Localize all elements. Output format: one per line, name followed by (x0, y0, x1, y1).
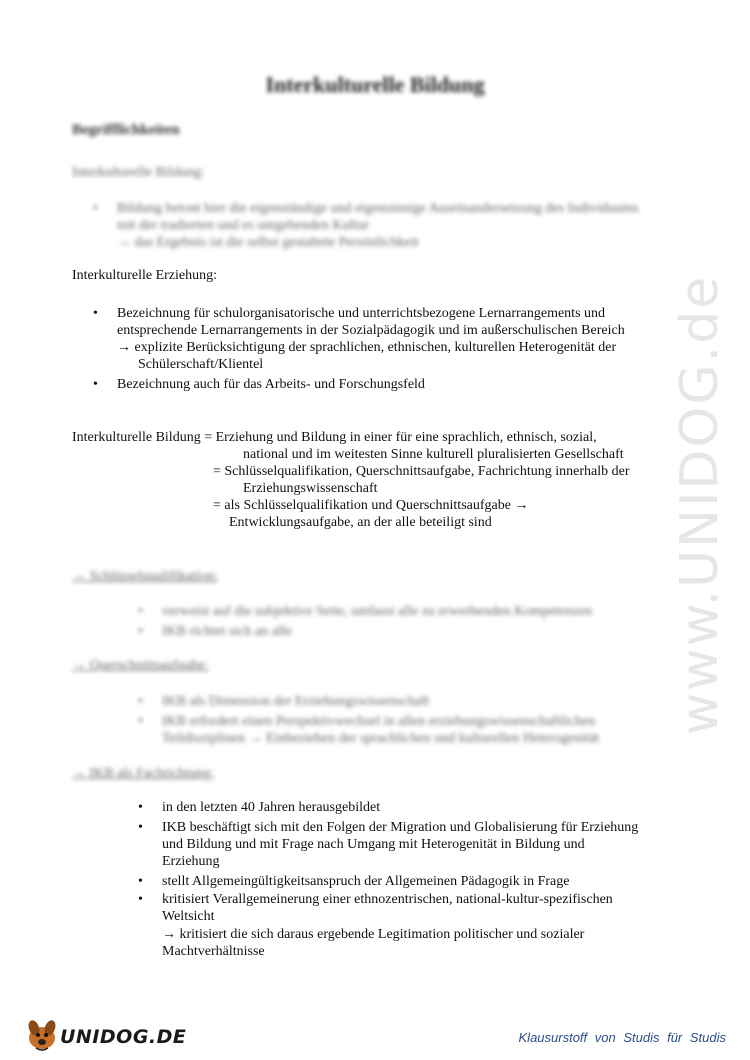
bildung-line: → das Ergebnis ist die selbst gestaltete Persönlichkeit (117, 235, 419, 250)
definition-line: Erziehungswissenschaft (243, 481, 378, 496)
list-item: Teildisziplinen → Einbeziehen der sprachlichen und kulturellen Heterogenität (162, 731, 600, 746)
section-heading: Begrifflichkeiten (72, 122, 180, 138)
erziehung-bullet-1: • Bezeichnung für schulorganisatorische und unterrichtsbezogene Lernarrangements und (117, 305, 605, 322)
dog-icon (22, 1014, 62, 1054)
erziehung-bullet-1-cont: entsprechende Lernarrangements in der Sozialpädagogik und im außerschulischen Bereich (117, 323, 625, 338)
fachrichtung-bullet-2: • IKB beschäftigt sich mit den Folgen der Migration und Globalisierung für Erziehung (162, 819, 638, 836)
fachrichtung-bullet-3: • stellt Allgemeingültigkeitsanspruch der Allgemeinen Pädagogik in Frage (162, 873, 569, 890)
definition-line: = Schlüsselqualifikation, Querschnittsaufgabe, Fachrichtung innerhalb der (213, 464, 630, 479)
footer-tagline: Klausurstoff von Studis für Studis (518, 1030, 726, 1045)
fachrichtung-bullet-4: • kritisiert Verallgemeinerung einer ethnozentrischen, national-kultur-spezifischen (162, 891, 613, 908)
definition-line: national und im weitesten Sinne kulturell pluralisierten Gesellschaft (243, 447, 624, 462)
section-fachrichtung: → IKB als Fachrichtung: (72, 766, 214, 781)
definition-line: Interkulturelle Bildung = Erziehung und Bildung in einer für eine sprachlich, ethnisch, sozial, (72, 430, 597, 445)
section-querschnittsaufgabe: → Querschnittsaufgabe: (72, 658, 209, 673)
list-item: • IKB als Dimension der Erziehungswissenschaft (162, 693, 430, 710)
section-schluesselqualifikation: → Schlüsselqualifikation: (72, 569, 218, 584)
fachrichtung-bullet-1: • in den letzten 40 Jahren herausgebildet (162, 799, 380, 816)
list-item: • IKB richtet sich an alle (162, 623, 292, 640)
fachrichtung-bullet-4-cont: Weltsicht (162, 909, 215, 924)
logo-text: UNIDOG.DE (60, 1026, 187, 1048)
fachrichtung-bullet-2-cont: Erziehung (162, 854, 220, 869)
list-item: • IKB erfordert einen Perspektivwechsel in allen erziehungswissenschaftlichen (162, 713, 595, 730)
erziehung-label: Interkulturelle Erziehung: (72, 268, 217, 283)
erziehung-bullet-2: • Bezeichnung auch für das Arbeits- und Forschungsfeld (117, 376, 425, 393)
list-item: • verweist auf die subjektive Seite, umfasst alle zu erwerbenden Kompetenzen (162, 603, 592, 620)
definition-line: = als Schlüsselqualifikation und Querschnittsaufgabe → (213, 498, 529, 513)
erziehung-bullet-1-cont: Schülerschaft/Klientel (138, 357, 264, 372)
unidog-logo (22, 1014, 187, 1054)
page-title: Interkulturelle Bildung (265, 72, 485, 97)
bildung-label: Interkulturelle Bildung: (72, 165, 205, 180)
fachrichtung-bullet-4-cont: → kritisiert die sich daraus ergebende Legitimation politischer und sozialer (162, 927, 585, 942)
erziehung-bullet-1-cont: → explizite Berücksichtigung der sprachlichen, ethnischen, kulturellen Heterogenität der (117, 340, 617, 355)
fachrichtung-bullet-4-cont: Machtverhältnisse (162, 944, 265, 959)
bildung-line: mit der tradierten und es umgebenden Kultur (117, 218, 369, 233)
fachrichtung-bullet-2-cont: und Bildung und mit Frage nach Umgang mit Heterogenität in Bildung und (162, 837, 585, 852)
bildung-line: • Bildung betont hier die eigenständige und eigensinnige Auseinandersetzung des Individuums (117, 200, 638, 217)
watermark (640, 270, 750, 740)
definition-line: Entwicklungsaufgabe, an der alle beteiligt sind (229, 515, 492, 530)
watermark-text: www.UNIDOG.de (670, 274, 730, 736)
